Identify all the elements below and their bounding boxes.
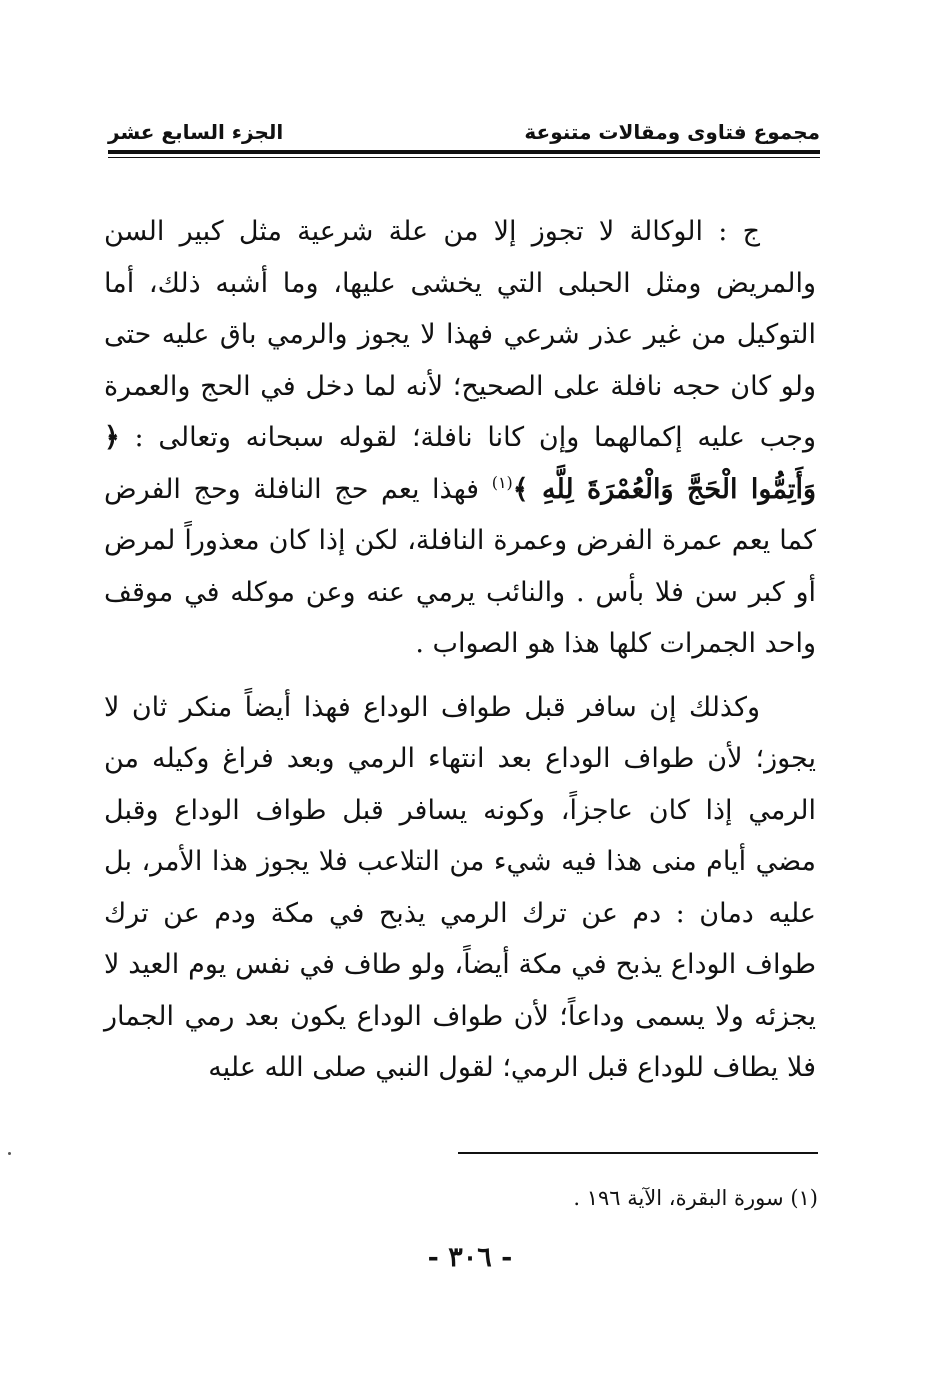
footnote <box>573 1186 818 1210</box>
header-rule-thin <box>108 157 820 158</box>
footnote-number: (١) <box>790 1186 818 1210</box>
footnote-separator <box>458 1152 818 1154</box>
scan-speck <box>8 1152 11 1155</box>
volume-label: الجزء السابع عشر <box>108 120 284 144</box>
paragraph-farewell <box>104 682 816 1094</box>
paragraph-answer-end: فهذا يعم حج النافلة وحج الفرض كما يعم عمرة الفرض وعمرة النافلة، لكن إذا كان معذوراً لمرض أو كبر سن فلا بأس . والنائب يرمي عنه وعن موكله في موقف واحد الجمرات كلها هذا هو الصواب . <box>104 473 816 659</box>
paragraph-answer <box>104 206 816 670</box>
running-header <box>108 112 820 152</box>
book-title: مجموع فتاوى ومقالات متنوعة <box>524 120 820 144</box>
footnote-text: سورة البقرة، الآية ١٩٦ . <box>573 1186 784 1210</box>
header-rule-thick <box>108 150 820 154</box>
paragraph-answer-start: ج : الوكالة لا تجوز إلا من علة شرعية مثل كبير السن والمريض ومثل الحبلى التي يخشى عليها، وما أشبه ذلك، أما التوكيل من غير عذر شرعي فهذا لا يجوز والرمي باق عليه حتى ولو كان حجه نافلة على الصحيح؛ لأنه لما دخل في الحج والعمرة وجب عليه إكمالهما وإن كانا نافلة؛ لقوله سبحانه وتعالى : <box>104 216 816 453</box>
quran-verse: ﴿ وَأَتِمُّوا الْحَجَّ وَالْعُمْرَةَ لِلَّهِ ﴾ <box>104 422 816 505</box>
main-text <box>104 206 816 1094</box>
page-number: - ٣٠٦ - <box>427 1242 513 1273</box>
footnote-reference: (١) <box>491 472 513 492</box>
paragraph-farewell-text: وكذلك إن سافر قبل طواف الوداع فهذا أيضاً منكر ثان لا يجوز؛ لأن طواف الوداع بعد انتهاء الرمي وبعد فراغ وكيله من الرمي إذا كان عاجزاً، وكونه يسافر قبل طواف الوداع وقبل مضي أيام منى هذا فيه شيء من التلاعب فلا يجوز هذا الأمر، بل عليه دمان : دم عن ترك الرمي يذبح في مكة ودم عن ترك طواف الوداع يذبح في مكة أيضاً، ولو طاف في نفس يوم العيد لا يجزئه ولا يسمى وداعاً؛ لأن طواف الوداع يكون بعد رمي الجمار فلا يطاف للوداع قبل الرمي؛ لقول النبي صلى الله عليه <box>104 691 816 1083</box>
